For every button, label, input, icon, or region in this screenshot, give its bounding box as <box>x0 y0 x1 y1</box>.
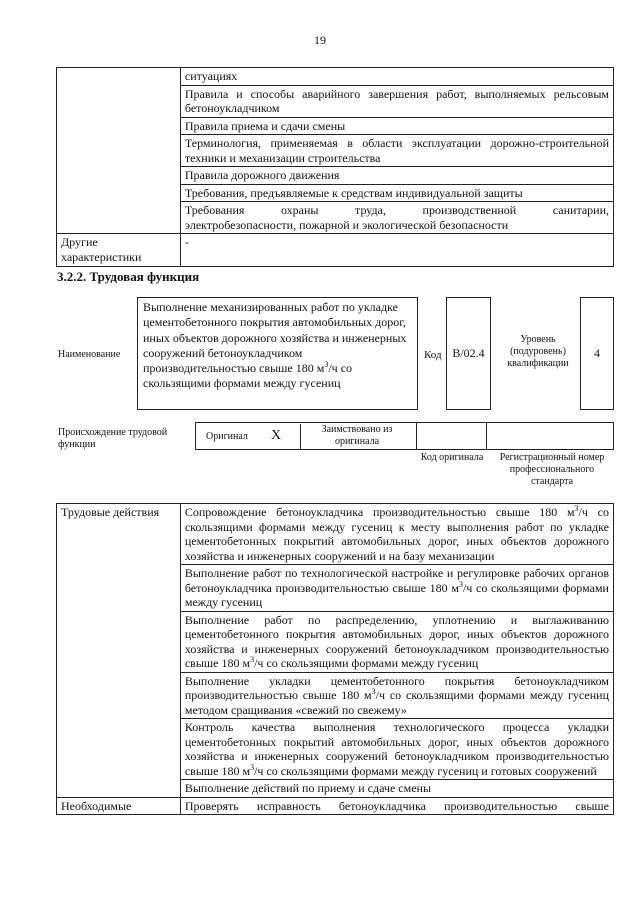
labor-actions-table <box>56 503 614 815</box>
origin-row <box>195 422 614 450</box>
knowledge-label-cell <box>57 68 181 234</box>
original-label: Оригинал <box>206 431 248 442</box>
name-label: Наименование <box>58 349 121 360</box>
knowledge-item: Терминология, применяемая в области эксплуатации дорожно-строительной техники и механизации строительства <box>180 135 613 167</box>
needed-skills-label: Необходимые <box>57 797 181 815</box>
code-original-cell <box>416 423 485 449</box>
labor-actions-label: Трудовые действия <box>57 504 181 798</box>
other-characteristics-label: Другие характеристики <box>57 234 181 267</box>
level-value-box: 4 <box>580 297 614 410</box>
page-number: 19 <box>314 33 326 47</box>
function-name-box: Выполнение механизированных работ по укладке цементобетонного покрытия автомобильных дорог, иных объектов дорожного хозяйства и инженерных сооружений бетоноукладчиком производительностью свыше 180 $м^3/ч$ со скользящими формами между гусениц <box>137 297 418 410</box>
section-heading: 3.2.2. Трудовая функция <box>57 269 200 284</box>
other-characteristics-value: - <box>180 234 613 267</box>
labor-action: Выполнение работ по распределению, уплотнению и выглаживанию цементобетонного покрытия автомобильных дорог, иных объектов дорожного хозяйства и инженерных сооружений бетоноукладчиком производительностью свыше 180 $м^3/ч$ со скользящими формами между гусениц <box>180 611 613 672</box>
knowledge-item: Правила приема и сдачи смены <box>180 117 613 135</box>
level-label: Уровень (подуровень) квалификации <box>507 334 569 369</box>
knowledge-item: ситуациях <box>180 68 613 86</box>
code-original-caption: Код оригинала <box>420 452 484 463</box>
original-mark: X <box>271 428 282 443</box>
reg-number-cell <box>486 423 614 449</box>
knowledge-table <box>56 67 614 267</box>
knowledge-item: Правила и способы аварийного завершения работ, выполняемых рельсовым бетоноукладчиком <box>180 85 613 117</box>
code-label: Код <box>424 349 442 361</box>
code-value-box: B/02.4 <box>446 297 491 410</box>
labor-action: Выполнение укладки цементобетонного покрытия бетоноукладчиком производительностью свыше 180 $м^3/ч$ со скользящими формами между гусениц методом сращивания «свежий по свежему» <box>180 672 613 719</box>
knowledge-item: Требования, предъявляемые к средствам индивидуальной защиты <box>180 184 613 202</box>
labor-action: Выполнение работ по технологической настройке и регулировке рабочих органов бетоноукладчика производительностью свыше 180 $м^3/ч$ со скользящими формами между гусениц <box>180 565 613 612</box>
needed-skill: Проверять исправность бетоноукладчика производительностью свыше <box>180 797 613 815</box>
knowledge-item-safety: Требования охраны труда, производственной санитарии, электробезопасности, пожарной и экологической безопасности <box>180 202 613 234</box>
labor-action: Сопровождение бетоноукладчика производительностью свыше 180 $м^3/ч$ со скользящими формами между гусениц к месту выполнения работ по укладке цементобетонных покрытий автомобильных дорог, иных объектов дорожного хозяйства и инженерных сооружений и на базу механизации <box>180 504 613 565</box>
labor-action: Выполнение действий по приему и сдаче смены <box>180 780 613 798</box>
knowledge-item: Правила дорожного движения <box>180 167 613 185</box>
origin-label: Происхождение трудовой функции <box>58 427 168 450</box>
borrowed-label: Заимствовано из оригинала <box>300 424 413 450</box>
reg-number-caption: Регистрационный номер профессионального стандарта <box>499 452 605 487</box>
labor-action: Контроль качества выполнения технологического процесса укладки цементобетонных покрытий автомобильных дорог, иных объектов дорожного хозяйства и инженерных сооружений бетоноукладчиком производительностью свыше 180 $м^3/ч$ со скользящими формами между гусениц и готовых сооружений <box>180 719 613 780</box>
